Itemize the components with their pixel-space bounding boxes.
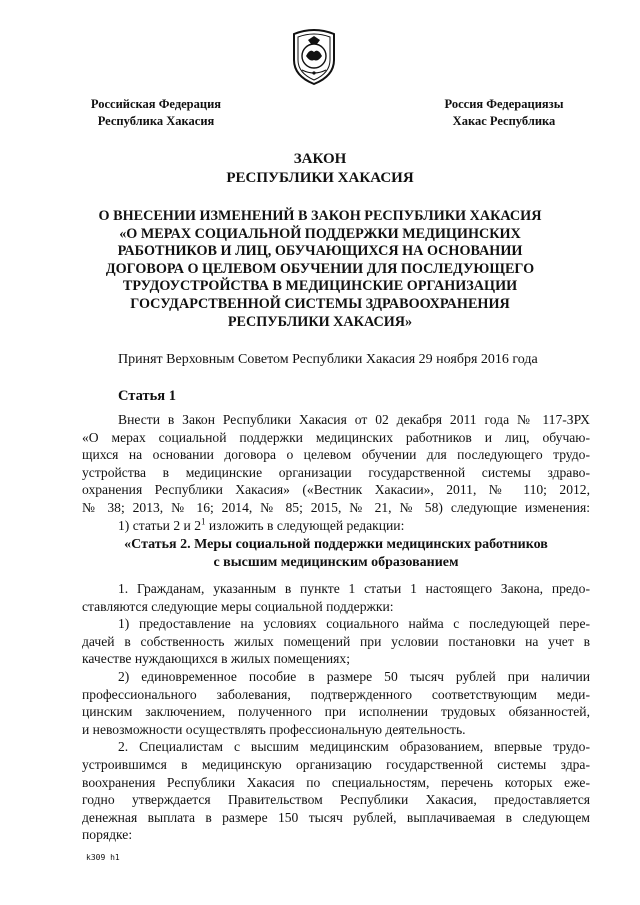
subject-line: РЕСПУБЛИКИ ХАКАСИЯ» [227, 313, 413, 330]
header-right [424, 96, 584, 130]
paragraph-line: цинским заключением, полученного при исполнении трудовых обязанностей, [82, 704, 590, 720]
paragraph-line: денежная выплата в размере 150 тысяч рублей, выплачиваемая в следующем [82, 809, 590, 825]
paragraph-line: воохранения Республики Хакасия по специальностям, перечень которых еже- [82, 774, 590, 790]
item-1-line [82, 517, 590, 535]
header-left [76, 96, 236, 130]
paragraph-line: щихся на основании договора о целевом обучении для последующего трудо- [82, 447, 590, 463]
article-2-heading-line1: «Статья 2. Меры социальной поддержки медицинских работников [124, 537, 548, 552]
paragraph-line: устройства в медицинские организации государственной системы здраво- [82, 464, 590, 480]
article-2-heading-line2: с высшим медицинским образованием [213, 554, 459, 570]
paragraph-line: охранения Республики Хакасия» («Вестник Хакасии», 2011, № 110; 2012, [82, 482, 590, 498]
document-code: k309 h1 [86, 853, 120, 862]
paragraph-line: годно утверждается Правительством Республики Хакасия, предоставляется [82, 792, 590, 808]
header-left-line1: Российская Федерация [90, 97, 222, 111]
paragraph-line: № 38; 2013, № 16; 2014, № 85; 2015, № 21, № 58) следующие изменения: [82, 499, 590, 515]
coat-of-arms-icon [286, 26, 342, 86]
subject-line: ТРУДОУСТРОЙСТВА В МЕДИЦИНСКИЕ ОРГАНИЗАЦИИ [122, 278, 518, 295]
paragraph-line: 1) предоставление на условиях социального найма с последующей пере- [118, 616, 590, 632]
paragraph-line: профессионального заболевания, подтвержденного соответствующим меди- [82, 686, 590, 702]
paragraph-line: 2) единовременное пособие в размере 50 тысяч рублей при наличии [118, 668, 590, 684]
law-title-line1: ЗАКОН [293, 151, 347, 167]
article-2-text [82, 580, 590, 844]
paragraph-line: дачей в собственность жилых помещений при условии постановки на учет в [82, 633, 590, 649]
paragraph-line: качестве нуждающихся в жилых помещениях; [82, 651, 350, 667]
item-1-pre: 1) статьи 2 и 2 [118, 517, 202, 533]
paragraph-line: 1. Гражданам, указанным в пункте 1 статьи 1 настоящего Закона, предо- [118, 581, 590, 596]
item-1-sup: 1 [201, 516, 206, 527]
adoption-note: Принят Верховным Советом Республики Хакасия 29 ноября 2016 года [118, 352, 538, 367]
paragraph-line: 2. Специалистам с высшим медицинским образованием, впервые трудо- [118, 739, 590, 755]
subject-line: О ВНЕСЕНИИ ИЗМЕНЕНИЙ В ЗАКОН РЕСПУБЛИКИ ХАКАСИЯ [98, 208, 542, 224]
item-1-post: изложить в следующей редакции: [205, 517, 405, 533]
subject-line: РАБОТНИКОВ И ЛИЦ, ОБУЧАЮЩИХСЯ НА ОСНОВАНИИ [117, 243, 523, 260]
header-right-line2: Хакас Республика [452, 114, 556, 128]
article-1-heading: Статья 1 [118, 388, 176, 404]
paragraph-line: Внести в Закон Республики Хакасия от 02 декабря 2011 года № 117-ЗРХ [118, 412, 590, 427]
subject-line: ГОСУДАРСТВЕННОЙ СИСТЕМЫ ЗДРАВООХРАНЕНИЯ [130, 295, 510, 312]
law-title [0, 150, 640, 188]
paragraph-line: порядке: [82, 827, 133, 843]
article-2-heading [82, 536, 590, 571]
paragraph-line: устроившимся в медицинскую организацию государственной системы здра- [82, 756, 590, 772]
subject-line: ДОГОВОРА О ЦЕЛЕВОМ ОБУЧЕНИИ ДЛЯ ПОСЛЕДУЮЩЕГО [105, 260, 535, 277]
article-1-text [82, 411, 590, 534]
header-right-line1: Россия Федерациязы [444, 97, 564, 111]
law-subject [60, 208, 580, 331]
subject-line: «О МЕРАХ СОЦИАЛЬНОЙ ПОДДЕРЖКИ МЕДИЦИНСКИХ [119, 225, 521, 242]
law-title-line2: РЕСПУБЛИКИ ХАКАСИЯ [226, 170, 414, 186]
paragraph-line: «О мерах социальной поддержки медицинских работников и лиц, обучаю- [82, 429, 590, 445]
paragraph-line: и невозможности осуществлять профессиональную деятельность. [82, 721, 466, 737]
header-left-line2: Республика Хакасия [97, 114, 215, 128]
paragraph-line: ставляются следующие меры социальной поддержки: [82, 598, 394, 614]
